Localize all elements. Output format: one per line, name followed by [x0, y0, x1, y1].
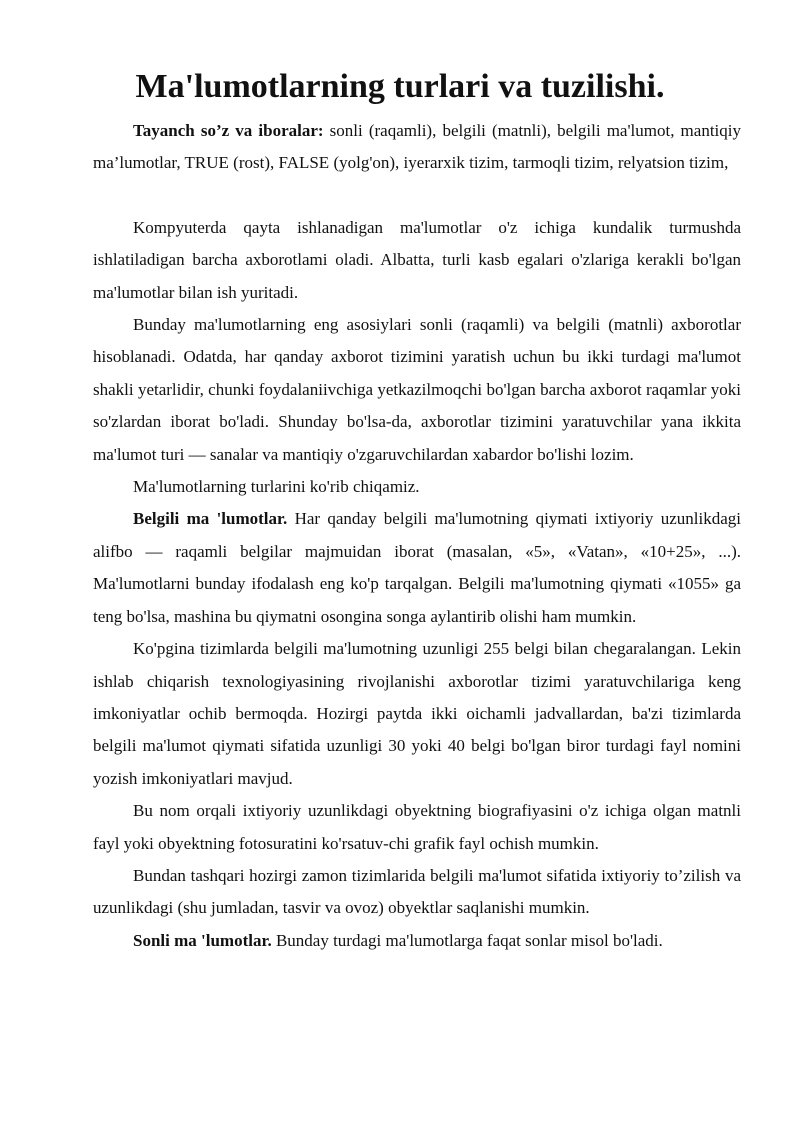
- keywords-lead: Tayanch so’z va iboralar:: [133, 121, 324, 140]
- paragraph: Ma'lumotlarning turlarini ko'rib chiqamiz.: [133, 477, 420, 497]
- paragraph-keywords: [93, 115, 741, 180]
- keywords-text: sonli (raqamli), belgili (matnli), belgili ma'lumot, mantiqiy ma’lumotlar, TRUE (rost), FALSE (yolg'on), iyerarxik tizim, tarmoqli tizim, relyatsion tizim,: [93, 121, 741, 173]
- paragraph: Ko'pgina tizimlarda belgili ma'lumotning uzunligi 255 belgi bilan chegaralangan. Lekin ishlab chiqarish texnologiyasining rivojlanishi axborotlar tizimi yaratuvchilariga keng imkoniyatlar ochib bermoqda. Hozirgi paytda ikki oichamli jadvallardan, ba'zi tizimlarda belgili ma'lumot qiymati sifatida uzunligi 30 yoki 40 belgi bo'lgan biror turdagi fayl nomini yozish imkoniyatlari mavjud.: [93, 639, 741, 788]
- section-lead-sonli: Sonli ma 'lumotlar.: [133, 930, 272, 950]
- paragraph-belgili: [93, 503, 741, 633]
- paragraph: Bunday ma'lumotlarning eng asosiylari sonli (raqamli) va belgili (matnli) axborotlar hisoblanadi. Odatda, har qanday axborot tizimini yaratish uchun bu ikki turdagi ma'lumot shakli yetarlidir, chunki foydalaniivchiga yetkazilmoqchi bo'lgan barcha axborot raqamlar yoki so'zlardan iborat bo'ladi. Shunday bo'lsa-da, axborotlar tizimini yaratuvchilar yana ikkita ma'lumot turi — sanalar va mantiqiy o'zgaruvchilardan xabardor bo'lishi lozim.: [93, 315, 741, 464]
- document-title: Ma'lumotlarning turlari va tuzilishi.: [135, 68, 665, 105]
- section-lead-belgili: Belgili ma 'lumotlar.: [133, 509, 288, 529]
- paragraph: Bu nom orqali ixtiyoriy uzunlikdagi obyektning biografiyasini o'z ichiga olgan matnli fayl yoki obyektning fotosuratini ko'rsatuv-chi grafik fayl ochish mumkin.: [93, 801, 741, 853]
- paragraph: Kompyuterda qayta ishlanadigan ma'lumotlar o'z ichiga kundalik turmushda ishlatiladigan barcha axborotlami oladi. Albatta, turli kasb egalari o'zlariga kerakli bo'lgan ma'lumotlar bilan ish yuritadi.: [93, 217, 741, 302]
- paragraph-text: Bunday turdagi ma'lumotlarga faqat sonlar misol bo'ladi.: [271, 930, 663, 950]
- paragraph: Bundan tashqari hozirgi zamon tizimlarida belgili ma'lumot sifatida ixtiyoriy to’zilish va uzunlikdagi (shu jumladan, tasvir va ovoz) obyektlar saqlanishi mumkin.: [93, 865, 741, 918]
- paragraph-text: Har qanday belgili ma'lumotning qiymati ixtiyoriy uzunlikdagi alifbo — raqamli belgilar majmuidan iborat (masalan, «5», «Vatan», «10+25», ...). Ma'lumotlarni bunday ifodalash eng ko'p tarqalgan. Belgili ma'lumotning qiymati «1055» ga teng bo'lsa, mashina bu qiymatni osongina songa aylantirib olishi ham mumkin.: [93, 509, 741, 626]
- document-body: [93, 115, 741, 957]
- paragraph-sonli: [93, 925, 741, 957]
